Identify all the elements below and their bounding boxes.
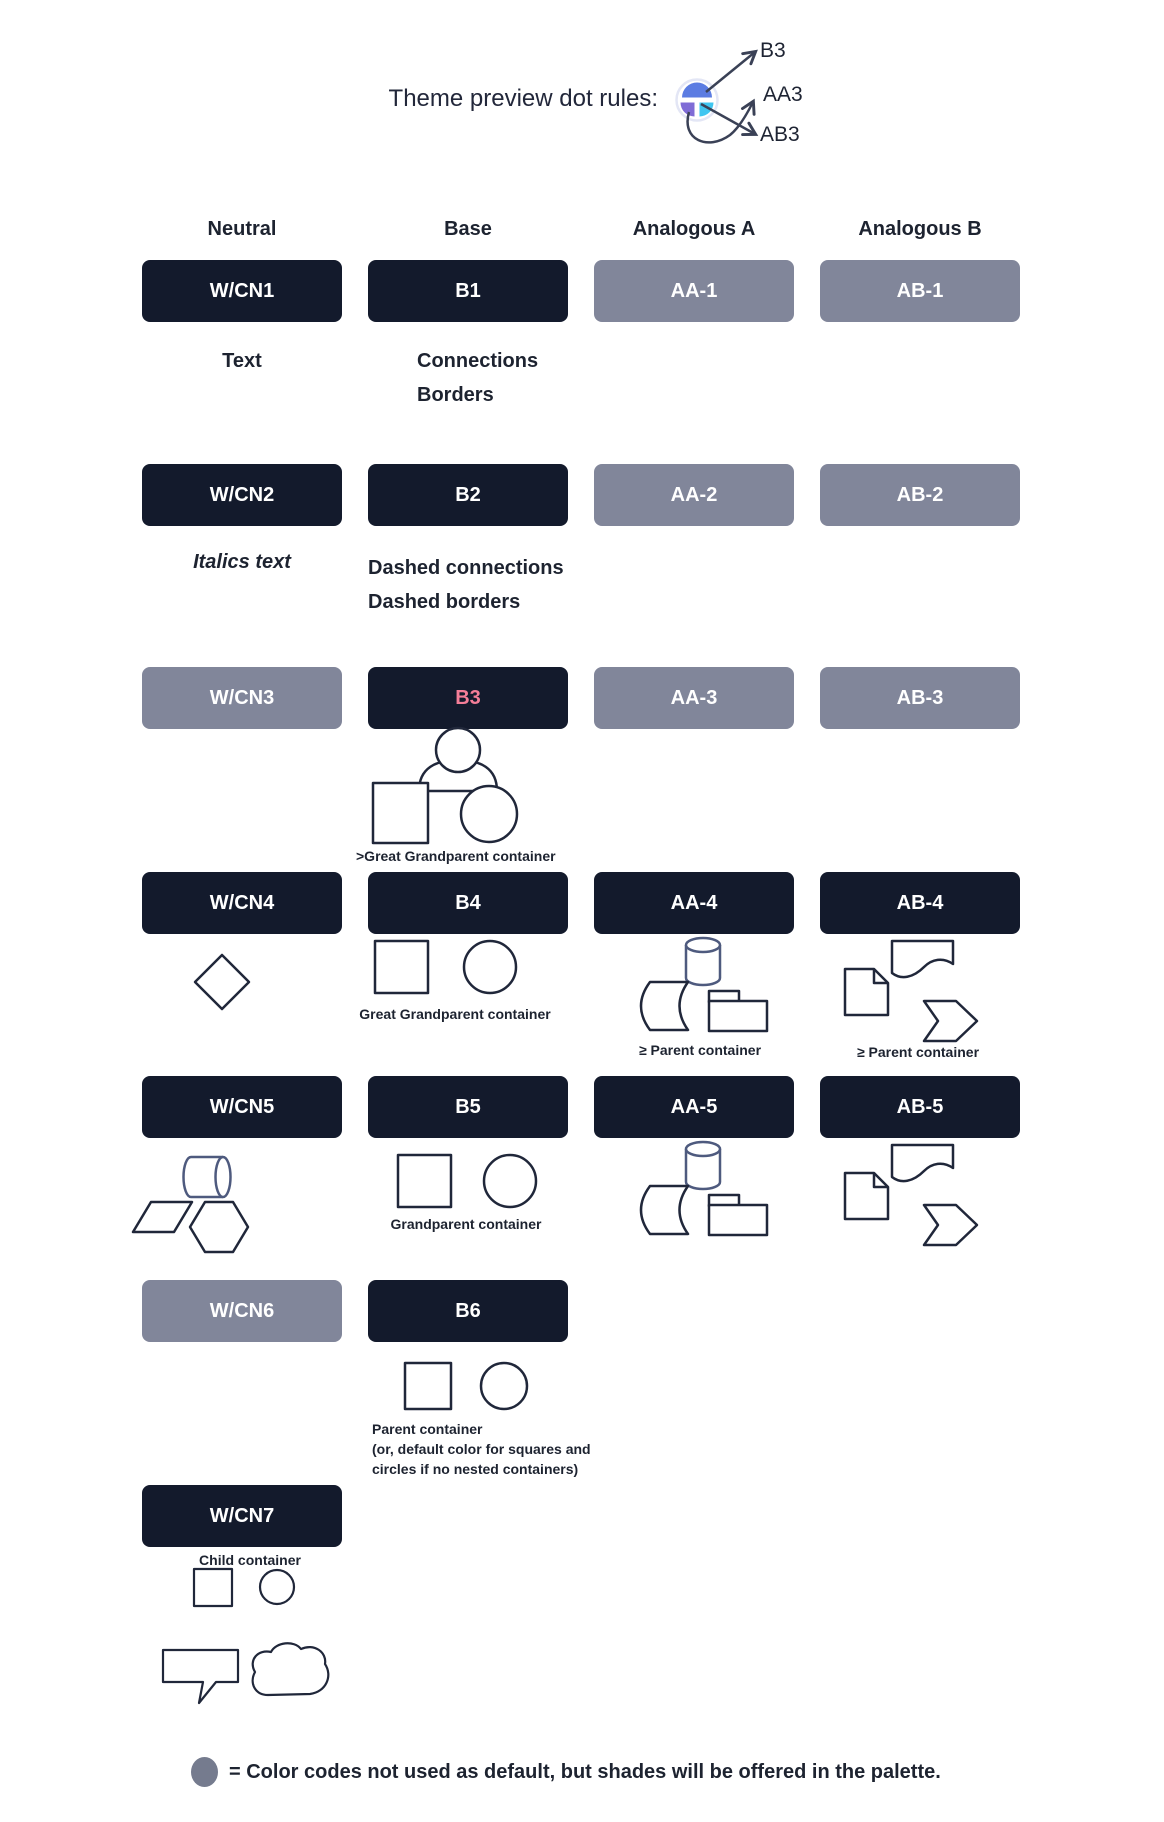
square-shape bbox=[398, 1155, 451, 1207]
caption-wcn2-italics: Italics text bbox=[193, 551, 291, 573]
swatch-aa1: AA-1 bbox=[594, 260, 794, 322]
b5-shape-group bbox=[398, 1155, 536, 1207]
swatch-wcn2: W/CN2 bbox=[142, 464, 342, 526]
diamond-shape bbox=[195, 955, 249, 1009]
swatch-b3: B3 bbox=[368, 667, 568, 729]
caption-b6-line2: (or, default color for squares and bbox=[372, 1441, 591, 1457]
caption-ab4-shapes: ≥ Parent container bbox=[856, 1044, 980, 1060]
dot-rule-label-aa3: AA3 bbox=[763, 83, 803, 106]
cylinder-shape bbox=[686, 938, 720, 985]
dot-slice-bottom-right bbox=[700, 103, 714, 117]
aa5-shape-group bbox=[641, 1142, 767, 1235]
ab4-shape-group bbox=[845, 941, 977, 1041]
arrow-to-b3 bbox=[706, 52, 755, 92]
page-shape bbox=[845, 969, 888, 1015]
b3-shape-group bbox=[373, 728, 517, 843]
caption-b6-line1: Parent container bbox=[372, 1421, 483, 1437]
legend-gray-dot bbox=[191, 1757, 218, 1787]
caption-b6-line3: circles if no nested containers) bbox=[372, 1461, 579, 1477]
circle-shape bbox=[260, 1570, 294, 1604]
arrow-to-aa3 bbox=[688, 102, 753, 142]
page-shape bbox=[845, 1173, 888, 1219]
swatch-aa4: AA-4 bbox=[594, 872, 794, 934]
aa4-shape-group bbox=[641, 938, 767, 1031]
person-head-icon bbox=[436, 728, 480, 772]
caption-b2 bbox=[368, 551, 564, 619]
wavy-document-shape bbox=[892, 1145, 953, 1181]
caption-wcn7-shapes: Child container bbox=[199, 1552, 301, 1568]
cylinder-shape bbox=[686, 1142, 720, 1189]
stored-data-shape bbox=[641, 1186, 688, 1234]
caption-aa4-shapes: ≥ Parent container bbox=[638, 1042, 762, 1058]
folder-shape bbox=[709, 1195, 767, 1235]
wavy-document-shape bbox=[892, 941, 953, 977]
square-shape bbox=[194, 1569, 232, 1606]
dot-rule-label-b3: B3 bbox=[760, 39, 786, 62]
swatch-wcn3: W/CN3 bbox=[142, 667, 342, 729]
column-header-neutral: Neutral bbox=[207, 218, 277, 240]
swatch-b4: B4 bbox=[368, 872, 568, 934]
dot-rule-label-ab3: AB3 bbox=[760, 123, 800, 146]
swatch-aa5: AA-5 bbox=[594, 1076, 794, 1138]
page-fold bbox=[874, 969, 888, 983]
swatch-wcn4: W/CN4 bbox=[142, 872, 342, 934]
legend-text: = Color codes not used as default, but shades will be offered in the palette. bbox=[229, 1761, 941, 1783]
cloud-shape bbox=[253, 1643, 329, 1695]
square-shape bbox=[405, 1363, 451, 1409]
caption-b1-line1: Connections bbox=[417, 350, 539, 372]
caption-b2-line2: Dashed borders bbox=[368, 591, 521, 613]
swatch-wcn6: W/CN6 bbox=[142, 1280, 342, 1342]
horizontal-cylinder-shape bbox=[184, 1157, 231, 1197]
swatch-b2: B2 bbox=[368, 464, 568, 526]
square-shape bbox=[373, 783, 428, 843]
swatch-ab5: AB-5 bbox=[820, 1076, 1020, 1138]
circle-shape bbox=[481, 1363, 527, 1409]
b4-shape-group bbox=[375, 941, 516, 993]
speech-bubble-shape bbox=[163, 1650, 238, 1703]
swatch-ab3: AB-3 bbox=[820, 667, 1020, 729]
swatch-wcn5: W/CN5 bbox=[142, 1076, 342, 1138]
caption-b4-shapes: Great Grandparent container bbox=[359, 1006, 551, 1022]
circle-shape bbox=[464, 941, 516, 993]
dot-slice-top bbox=[682, 83, 712, 98]
caption-b1-line2: Borders bbox=[417, 384, 494, 406]
dot-ring bbox=[677, 80, 718, 121]
swatch-aa2: AA-2 bbox=[594, 464, 794, 526]
swatch-aa3: AA-3 bbox=[594, 667, 794, 729]
column-header-analogous-a: Analogous A bbox=[632, 218, 756, 240]
swatch-wcn1: W/CN1 bbox=[142, 260, 342, 322]
swatch-ab2: AB-2 bbox=[820, 464, 1020, 526]
stored-data-shape bbox=[641, 982, 688, 1030]
swatch-b5: B5 bbox=[368, 1076, 568, 1138]
caption-b6 bbox=[372, 1419, 591, 1479]
square-shape bbox=[375, 941, 428, 993]
caption-wcn1-text: Text bbox=[222, 350, 262, 372]
hexagon-shape bbox=[190, 1202, 248, 1252]
parallelogram-shape bbox=[133, 1202, 192, 1232]
caption-b5-shapes: Grandparent container bbox=[390, 1216, 542, 1232]
dot-slice-bottom-left bbox=[681, 103, 695, 117]
column-header-base: Base bbox=[444, 218, 492, 240]
caption-b1 bbox=[417, 344, 538, 412]
chevron-shape bbox=[924, 1205, 977, 1245]
circle-shape bbox=[461, 786, 517, 842]
wcn5-shape-group bbox=[133, 1157, 248, 1252]
page-title: Theme preview dot rules: bbox=[388, 85, 658, 112]
swatch-ab4: AB-4 bbox=[820, 872, 1020, 934]
swatch-b1: B1 bbox=[368, 260, 568, 322]
chevron-shape bbox=[924, 1001, 977, 1041]
folder-shape bbox=[709, 991, 767, 1031]
column-header-analogous-b: Analogous B bbox=[858, 218, 982, 240]
wcn7-shape-group bbox=[163, 1569, 328, 1703]
swatch-b6: B6 bbox=[368, 1280, 568, 1342]
page-fold bbox=[874, 1173, 888, 1187]
caption-b2-line1: Dashed connections bbox=[368, 557, 564, 579]
swatch-wcn7: W/CN7 bbox=[142, 1485, 342, 1547]
swatch-ab1: AB-1 bbox=[820, 260, 1020, 322]
person-body-icon bbox=[419, 760, 497, 791]
circle-shape bbox=[484, 1155, 536, 1207]
caption-b3-shapes: >Great Grandparent container bbox=[356, 848, 556, 864]
ab5-shape-group bbox=[845, 1145, 977, 1245]
b6-shape-group bbox=[405, 1363, 527, 1409]
arrow-to-ab3 bbox=[701, 104, 755, 134]
